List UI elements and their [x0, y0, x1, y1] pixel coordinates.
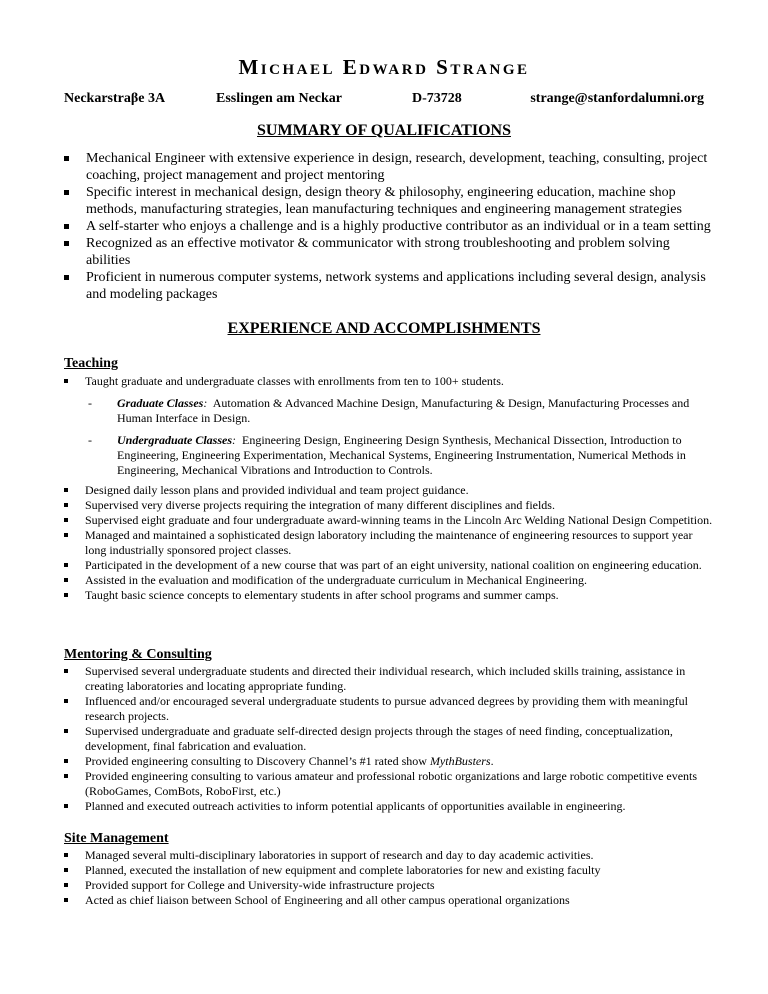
- site-management-list: [64, 848, 716, 908]
- mentoring-item: Influenced and/or encouraged several undergraduate students to pursue advanced degrees by providing them with meaningful research projects.: [64, 694, 716, 724]
- teaching-item: Designed daily lesson plans and provided individual and team project guidance.: [64, 483, 716, 498]
- undergraduate-classes-text: Engineering Design, Engineering Design Synthesis, Mechanical Dissection, Introduction to Engineering, Engineering Experimentation, Mechanical Systems, Engineering Instrumentation, Numerical Methods in Engineering, Mechanical Vibrations and Introduction to Controls.: [117, 433, 686, 477]
- teaching-intro: Taught graduate and undergraduate classes with enrollments from ten to 100+ students.: [64, 374, 716, 389]
- graduate-classes-text: Automation & Advanced Machine Design, Manufacturing & Design, Manufacturing Processes and Human Interface in Design.: [117, 396, 690, 425]
- show-name: MythBusters: [429, 754, 491, 768]
- site-item: Planned, executed the installation of new equipment and complete laboratories for new and existing faculty: [64, 863, 716, 878]
- summary-list: [64, 150, 716, 303]
- site-item: Acted as chief liaison between School of Engineering and all other campus operational organizations: [64, 893, 716, 908]
- class-list: [64, 396, 716, 485]
- teaching-heading: Teaching: [64, 356, 118, 371]
- graduate-classes-label: Graduate Classes: [117, 396, 204, 410]
- undergraduate-classes: - Undergraduate Classes: Engineering Design, Engineering Design Synthesis, Mechanical Dissection, Introduction to Engineering, Engineering Experimentation, Mechanical Systems, Engineering Instrumentation, Numerical Methods in Engineering, Mechanical Vibrations and Introduction to Controls.: [64, 433, 716, 478]
- mentoring-item: Supervised several undergraduate students and directed their individual research, which included skills training, assistance in creating laboratories and locating appropriate funding.: [64, 664, 716, 694]
- contact-line: [64, 91, 704, 109]
- summary-item: Proficient in numerous computer systems, network systems and applications including several design, analysis and modeling packages: [64, 269, 716, 303]
- teaching-item: Taught basic science concepts to elementary students in after school programs and summer camps.: [64, 588, 716, 603]
- postal-code: D-73728: [412, 91, 462, 106]
- summary-item: Mechanical Engineer with extensive experience in design, research, development, teaching, consulting, project coaching, project management and project mentoring: [64, 150, 716, 184]
- undergraduate-classes-label: Undergraduate Classes: [117, 433, 233, 447]
- teaching-list: [64, 483, 716, 603]
- experience-heading: EXPERIENCE AND ACCOMPLISHMENTS: [227, 320, 541, 337]
- summary-item: A self-starter who enjoys a challenge and is a highly productive contributor as an individual or in a team setting: [64, 218, 716, 235]
- mentoring-item-text: Provided engineering consulting to Discovery Channel’s #1 rated show: [85, 754, 430, 768]
- summary-item: Specific interest in mechanical design, design theory & philosophy, engineering education, machine shop methods, manufacturing strategies, lean manufacturing techniques and engineering management strategies: [64, 184, 716, 218]
- teaching-item: Supervised eight graduate and four undergraduate award-winning teams in the Lincoln Arc Welding National Design Competition.: [64, 513, 716, 528]
- mentoring-item: Provided engineering consulting to various amateur and professional robotic organizations and large robotic competitive events (RoboGames, ComBots, RoboFirst, etc.): [64, 769, 716, 799]
- teaching-item: Supervised very diverse projects requiring the integration of many different disciplines and fields.: [64, 498, 716, 513]
- email-address: strange@stanfordalumni.org: [530, 91, 704, 106]
- site-item: Managed several multi-disciplinary laboratories in support of research and day to day academic activities.: [64, 848, 716, 863]
- site-item: Provided support for College and University-wide infrastructure projects: [64, 878, 716, 893]
- mentoring-item: Planned and executed outreach activities to inform potential applicants of opportunities available in engineering.: [64, 799, 716, 814]
- mentoring-item: Provided engineering consulting to Discovery Channel’s #1 rated show MythBusters.: [64, 754, 716, 769]
- teaching-item: Assisted in the evaluation and modification of the undergraduate curriculum in Mechanical Engineering.: [64, 573, 716, 588]
- mentoring-heading: Mentoring & Consulting: [64, 647, 212, 662]
- teaching-item: Participated in the development of a new course that was part of an eight university, national coalition on engineering education.: [64, 558, 716, 573]
- teaching-intro-list: [64, 374, 716, 389]
- mentoring-item: Supervised undergraduate and graduate self-directed design projects through the stages of need finding, conceptualization, development, final fabrication and evaluation.: [64, 724, 716, 754]
- teaching-item: Managed and maintained a sophisticated design laboratory including the maintenance of engineering resources to support year long industrially sponsored project classes.: [64, 528, 716, 558]
- mentoring-list: [64, 664, 716, 814]
- summary-heading: SUMMARY OF QUALIFICATIONS: [257, 122, 511, 139]
- site-management-heading: Site Management: [64, 831, 169, 846]
- person-name: Michael Edward Strange: [238, 55, 530, 79]
- street-address: Neckarstraβe 3A: [64, 91, 166, 106]
- city: Esslingen am Neckar: [216, 91, 342, 106]
- graduate-classes: - Graduate Classes: Automation & Advanced Machine Design, Manufacturing & Design, Manufacturing Processes and Human Interface in Design.: [64, 396, 716, 426]
- summary-item: Recognized as an effective motivator & communicator with strong troubleshooting and problem solving abilities: [64, 235, 716, 269]
